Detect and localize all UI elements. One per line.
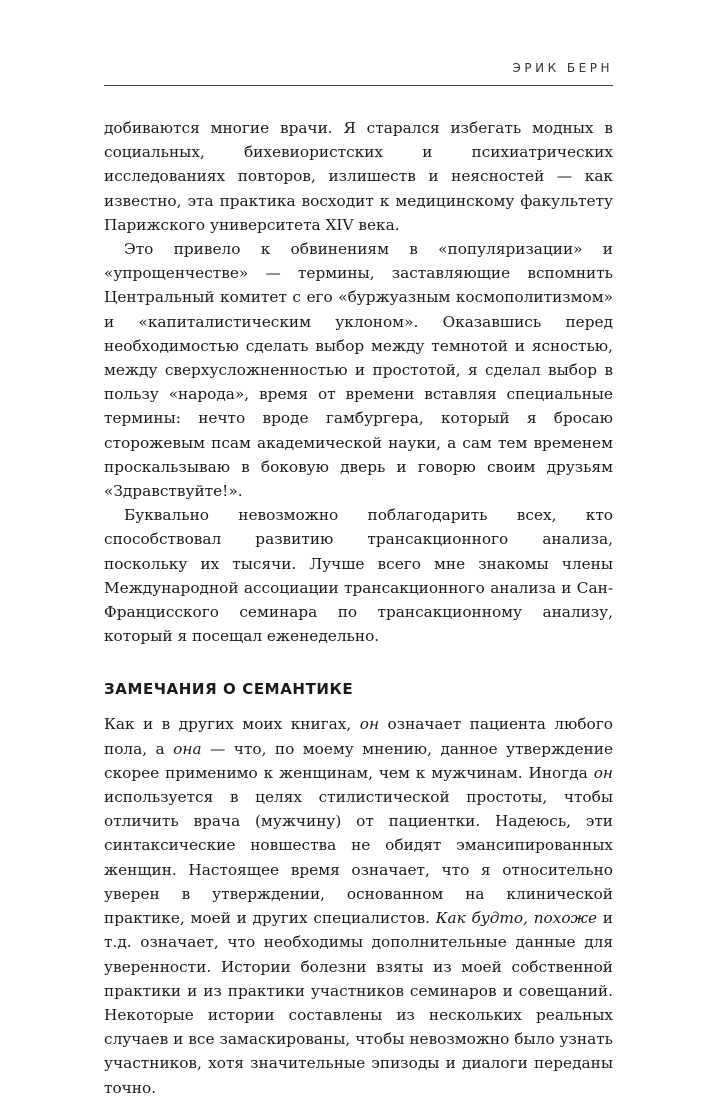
- text-run: означает пациента любого пола, а: [104, 715, 613, 758]
- italic-text: Как будто, похоже: [435, 909, 598, 928]
- italic-text: он: [359, 715, 380, 734]
- text-run: и т.д. означает, что необходимы дополнительные данные для уверенности. Истории болезни взяты из моей собственной практики и из практики участников семинаров и совещаний. Некоторые истории составлены из нескольких реальных случаев и все замаскированы, чтобы невозможно было узнать участников, хотя значительные эпизоды и диалоги переданы точно.: [104, 909, 613, 1097]
- paragraph: Это привело к обвинениям в «популяризации» и «упрощенчестве» — термины, заставляющие вспомнить Центральный комитет с его «буржуазным космополитизмом» и «капиталистическим уклоном». Оказавшись перед необходимостью сделать выбор между темнотой и ясностью, между сверхусложненностью и простотой, я сделал выбор в пользу «народа», время от времени вставляя специальные термины: нечто вроде гамбургера, который я бросаю сторожевым псам академической науки, а сам тем временем проскальзываю в боковую дверь и говорю своим друзьям «Здравствуйте!».: [104, 240, 613, 501]
- paragraph: Буквально невозможно поблагодарить всех, кто способствовал развитию трансакционного анализа, поскольку их тысячи. Лучше всего мне знакомы члены Международной ассоциации трансакционного анализа и Сан-Францисского семинара по трансакционному анализу, который я посещал еженедельно.: [104, 506, 613, 646]
- italic-text: он: [593, 763, 613, 782]
- text-run: используется в целях стилистической простоты, чтобы отличить врача (мужчину) от пациентки. Надеюсь, эти синтаксические новшества не обидят эмансипированных женщин. Настоящее время означает, что я относительно уверен в утверждении, основанном на клинической практике, моей и других специалистов.: [104, 788, 613, 928]
- running-head: ЭРИК БЕРН: [512, 61, 613, 75]
- section-heading: ЗАМЕЧАНИЯ О СЕМАНТИКЕ: [104, 680, 354, 699]
- header-rule: [104, 85, 613, 86]
- text-run: Как и в других моих книгах,: [104, 715, 352, 734]
- text-run: — что, по моему мнению, данное утверждение скорее применимо к женщинам, чем к мужчинам. Иногда: [104, 739, 613, 782]
- italic-text: она: [173, 739, 202, 758]
- section-paragraph: [104, 712, 613, 1099]
- paragraph-continued: добиваются многие врачи. Я старался избегать модных в социальных, бихевиористских и психиатрических исследованиях повторов, излишеств и неясностей — как известно, эта практика восходит к медицинскому факультету Парижского университета XIV века.: [104, 119, 613, 234]
- body-text: [104, 116, 613, 1100]
- book-page: [104, 0, 613, 1097]
